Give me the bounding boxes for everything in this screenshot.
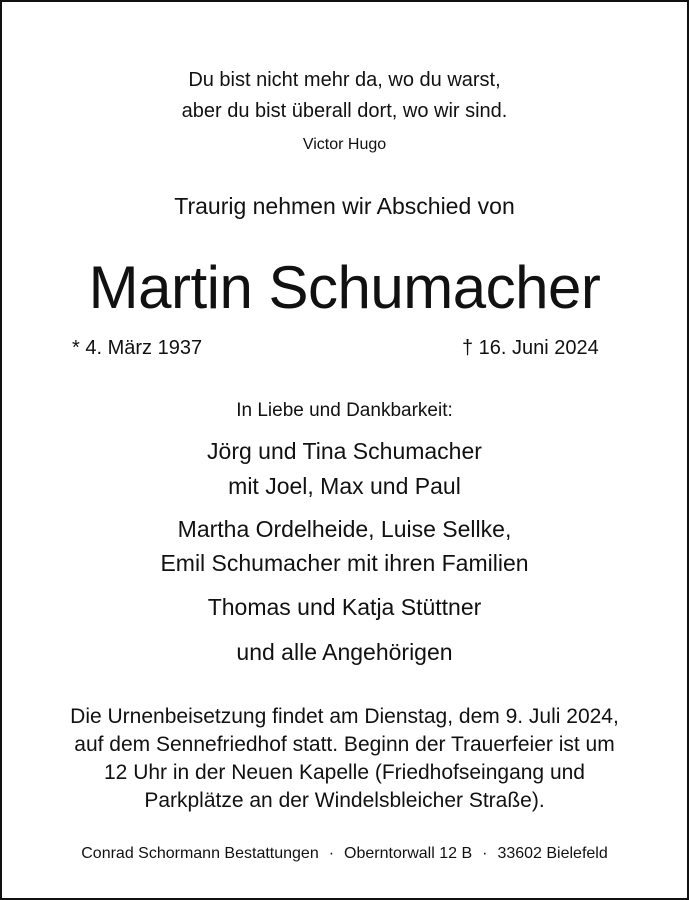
mourner-line-6: und alle Angehörigen	[236, 639, 453, 665]
funeral-home-footer	[0, 846, 689, 862]
funeral-home-name: Conrad Schormann Bestattungen	[81, 845, 319, 862]
mourner-line-4: Emil Schumacher mit ihren Familien	[160, 550, 529, 576]
footer-separator: ·	[482, 845, 488, 862]
death-date: † 16. Juni 2024	[462, 337, 599, 359]
mourners-intro: In Liebe und Dankbarkeit:	[236, 400, 453, 421]
footer-separator: ·	[328, 845, 335, 862]
quote-line-1: Du bist nicht mehr da, wo du warst,	[188, 69, 501, 91]
quote-line-2: aber du bist überall dort, wo wir sind.	[181, 100, 508, 122]
birth-date: * 4. März 1937	[72, 337, 203, 359]
funeral-home-city: 33602 Bielefeld	[497, 845, 608, 862]
notice-line-4: Parkplätze an der Windelsbleicher Straße).	[144, 789, 545, 812]
mourner-line-3: Martha Ordelheide, Luise Sellke,	[177, 516, 512, 542]
intro-text: Traurig nehmen wir Abschied von	[174, 193, 515, 219]
mourner-line-5: Thomas und Katja Stüttner	[207, 594, 482, 620]
notice-line-2: auf dem Sennefriedhof statt. Beginn der Trauerfeier ist um	[74, 733, 615, 756]
notice-line-3: 12 Uhr in der Neuen Kapelle (Friedhofseingang und	[104, 761, 585, 784]
funeral-home-street: Oberntorwall 12 B	[344, 845, 473, 862]
mourner-line-1: Jörg und Tina Schumacher	[207, 438, 482, 464]
mourner-line-2: mit Joel, Max und Paul	[228, 473, 461, 499]
quote-author: Victor Hugo	[302, 136, 387, 153]
deceased-name: Martin Schumacher	[88, 254, 601, 321]
notice-line-1: Die Urnenbeisetzung findet am Dienstag, dem 9. Juli 2024,	[70, 705, 619, 728]
